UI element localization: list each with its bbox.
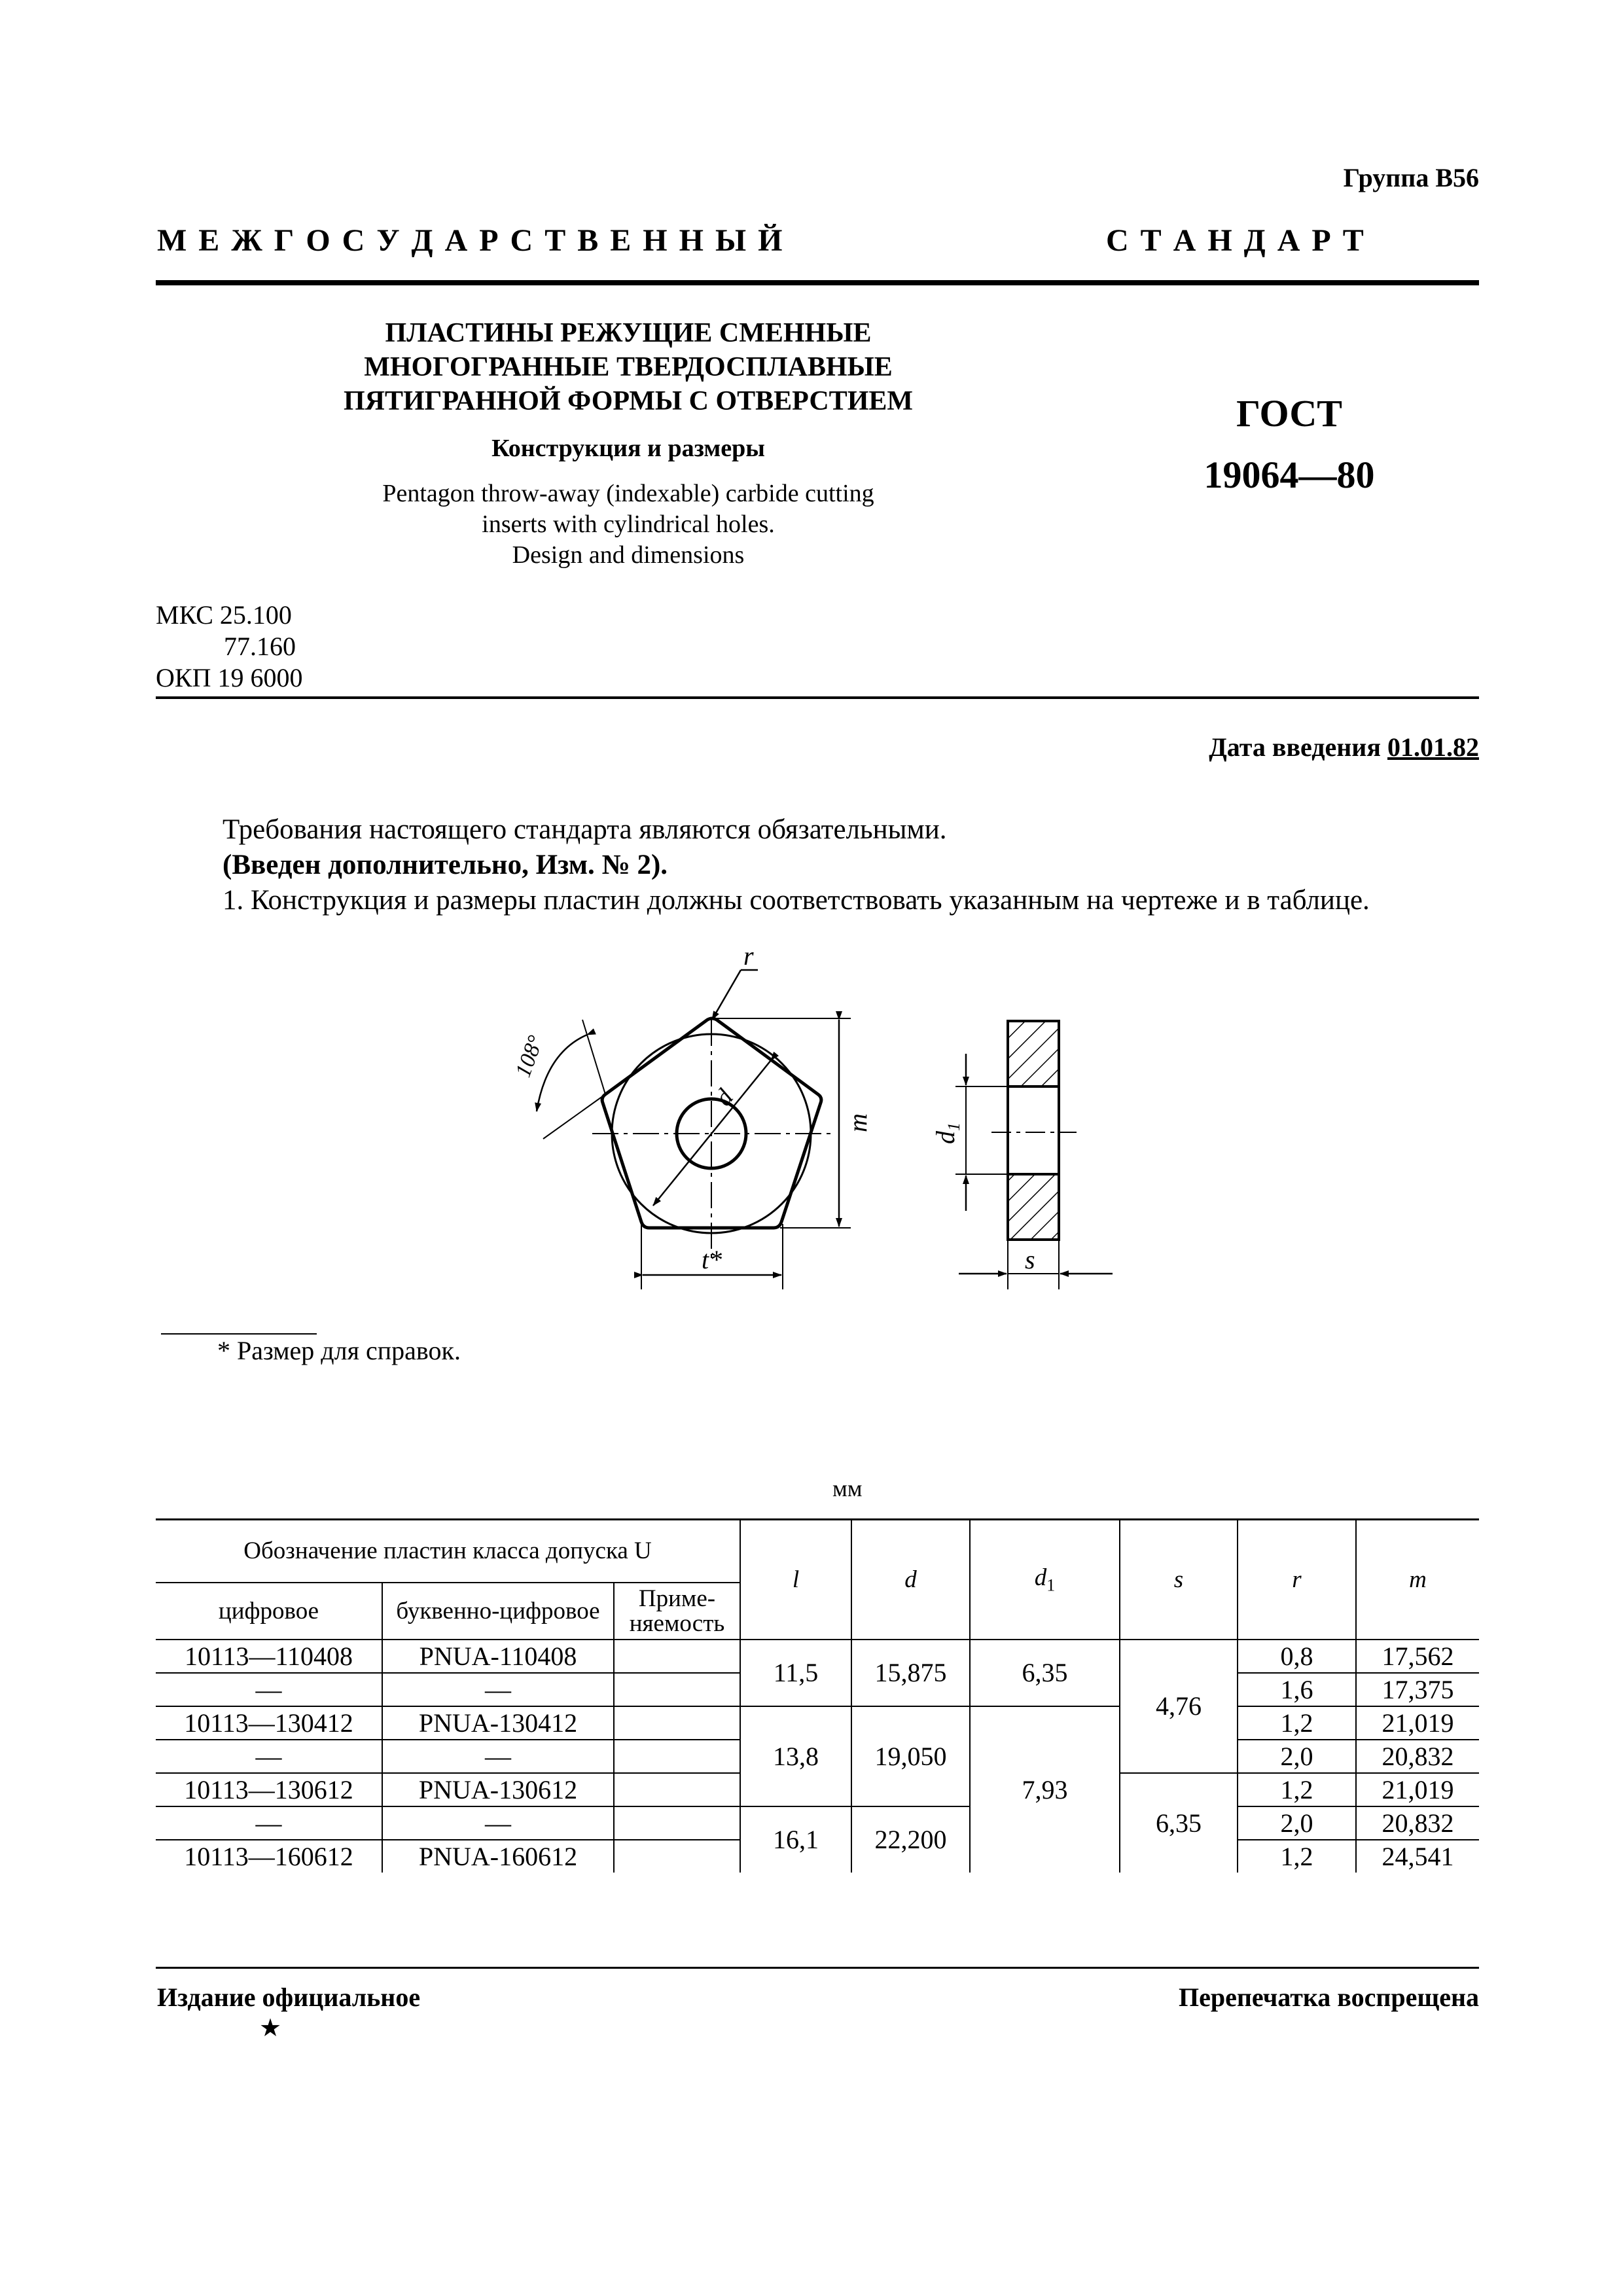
intro-date-label: Дата введения	[1209, 732, 1381, 762]
cell-l: 16,1	[740, 1806, 851, 1873]
header-m: m	[1356, 1520, 1479, 1640]
dimensions-table	[156, 1520, 1479, 1873]
cell-digital: 10113—160612	[184, 1841, 353, 1871]
header-d1: $d_1$	[970, 1520, 1120, 1640]
intro-date-value: 01.01.82	[1387, 732, 1479, 762]
cell-d: 19,050	[851, 1706, 970, 1806]
cell-r: 1,2	[1238, 1840, 1356, 1873]
cell-digital: —	[156, 1740, 382, 1773]
banner-interstate: М Е Ж Г О С У Д А Р С Т В Е Н Н Ы Й	[157, 223, 785, 258]
title-block	[262, 316, 995, 571]
cell-r: 1,6	[1238, 1673, 1356, 1706]
cell-digital: 10113—110408	[156, 1640, 382, 1673]
footer-star: ★	[259, 2015, 282, 2042]
label-d1: $d_1$	[931, 1122, 963, 1144]
label-t: t*	[702, 1245, 722, 1274]
cell-alnum: PNUA-160612	[382, 1840, 614, 1873]
cell-m: 21,019	[1356, 1773, 1479, 1806]
paragraph-amendment: (Введен дополнительно, Изм. № 2).	[223, 850, 668, 880]
gost-number: 19064—80	[1204, 454, 1375, 496]
cell-alnum: —	[382, 1740, 614, 1773]
cell-digital: 10113—130612	[156, 1773, 382, 1806]
insert-drawing	[458, 936, 1145, 1302]
subtitle: Конструкция и размеры	[491, 435, 765, 462]
title-en-line-2: inserts with cylindrical holes.	[482, 511, 775, 538]
header-digital: цифровое	[156, 1583, 382, 1640]
cell-m: 21,019	[1356, 1706, 1479, 1740]
cell-r: 2,0	[1238, 1806, 1356, 1840]
gost-label: ГОСТ	[1236, 392, 1342, 435]
cell-applic	[614, 1640, 740, 1673]
header-applicability: Приме- няемость	[614, 1583, 740, 1640]
paragraph-item-1: 1. Конструкция и размеры пластин должны соответствовать указанным на чертеже и в таблице.	[223, 885, 1370, 916]
table-row	[156, 1640, 1479, 1673]
header-l: l	[740, 1520, 851, 1640]
table-row	[156, 1706, 1479, 1740]
pentagon-view	[537, 970, 851, 1289]
cell-alnum: —	[382, 1806, 614, 1840]
footer-rule	[156, 1967, 1479, 1969]
cell-alnum: —	[382, 1673, 614, 1706]
cell-m: 17,562	[1356, 1640, 1479, 1673]
label-m: m	[843, 1113, 872, 1132]
cell-m: 17,375	[1356, 1673, 1479, 1706]
title-line-2: МНОГОГРАННЫЕ ТВЕРДОСПЛАВНЫЕ	[364, 352, 893, 382]
cell-digital: 10113—130412	[156, 1706, 382, 1740]
cell-d: 15,875	[851, 1640, 970, 1706]
title-line-1: ПЛАСТИНЫ РЕЖУЩИЕ СМЕННЫЕ	[385, 318, 872, 348]
cell-digital: —	[156, 1806, 382, 1840]
cell-r: 0,8	[1238, 1640, 1356, 1673]
cell-d1: 6,35	[970, 1640, 1120, 1706]
cell-alnum: PNUA-130412	[382, 1706, 614, 1740]
paragraph-mandatory: Требования настоящего стандарта являются обязательными.	[223, 814, 947, 845]
footer-reprint: Перепечатка воспрещена	[1179, 1982, 1479, 2012]
okp-code: ОКП 19 6000	[156, 663, 303, 692]
cell-alnum: PNUA-130612	[382, 1773, 614, 1806]
cell-m: 20,832	[1356, 1806, 1479, 1840]
cell-r: 1,2	[1238, 1773, 1356, 1806]
mks-code-1: МКС 25.100	[156, 600, 292, 630]
cell-d: 22,200	[851, 1806, 970, 1873]
angle-extension-2	[543, 1094, 605, 1139]
label-d: d	[709, 1084, 739, 1111]
cell-applic	[614, 1773, 740, 1806]
cell-applic	[614, 1740, 740, 1773]
angle-extension-1	[582, 1020, 605, 1094]
cell-digital: —	[156, 1673, 382, 1706]
header-r: r	[1238, 1520, 1356, 1640]
table-unit: мм	[832, 1475, 863, 1501]
cell-applic	[614, 1673, 740, 1706]
label-s: s	[1025, 1245, 1035, 1274]
cell-alnum: PNUA-110408	[382, 1640, 614, 1673]
codes-rule	[156, 696, 1479, 699]
footer-official: Издание официальное	[157, 1982, 421, 2012]
title-line-3: ПЯТИГРАННОЙ ФОРМЫ С ОТВЕРСТИЕМ	[343, 386, 914, 416]
cell-r: 2,0	[1238, 1740, 1356, 1773]
cell-l: 13,8	[740, 1706, 851, 1806]
title-en-line-1: Pentagon throw-away (indexable) carbide cutting	[382, 480, 874, 507]
cell-d1: 7,93	[970, 1706, 1120, 1873]
label-angle: 108°	[510, 1032, 548, 1081]
cell-s: 6,35	[1120, 1773, 1238, 1873]
cell-applic	[614, 1806, 740, 1840]
banner-standard: С Т А Н Д А Р Т	[1106, 223, 1366, 258]
r-leader	[712, 970, 741, 1020]
section-hatch-top	[1008, 1021, 1059, 1086]
label-r: r	[743, 941, 754, 971]
cell-m: 24,541	[1356, 1840, 1479, 1873]
group-code: Группа В56	[1343, 163, 1479, 192]
title-en-line-3: Design and dimensions	[512, 541, 745, 569]
header-designation: Обозначение пластин класса допуска U	[156, 1520, 740, 1583]
cell-r: 1,2	[1238, 1706, 1356, 1740]
footnote-rule	[161, 1333, 317, 1335]
mks-code-2: 77.160	[224, 632, 296, 661]
header-rule	[156, 280, 1479, 285]
cell-applic	[614, 1840, 740, 1873]
header-alnum: буквенно-цифровое	[382, 1583, 614, 1640]
section-hatch-bottom	[1008, 1174, 1059, 1240]
cell-applic	[614, 1706, 740, 1740]
table-row	[156, 1806, 1479, 1840]
footnote: * Размер для справок.	[217, 1336, 461, 1365]
cell-s: 4,76	[1120, 1640, 1238, 1773]
cell-l: 11,5	[740, 1640, 851, 1706]
intro-date	[1209, 732, 1479, 762]
header-d: d	[851, 1520, 970, 1640]
header-s: s	[1120, 1520, 1238, 1640]
cell-m: 20,832	[1356, 1740, 1479, 1773]
